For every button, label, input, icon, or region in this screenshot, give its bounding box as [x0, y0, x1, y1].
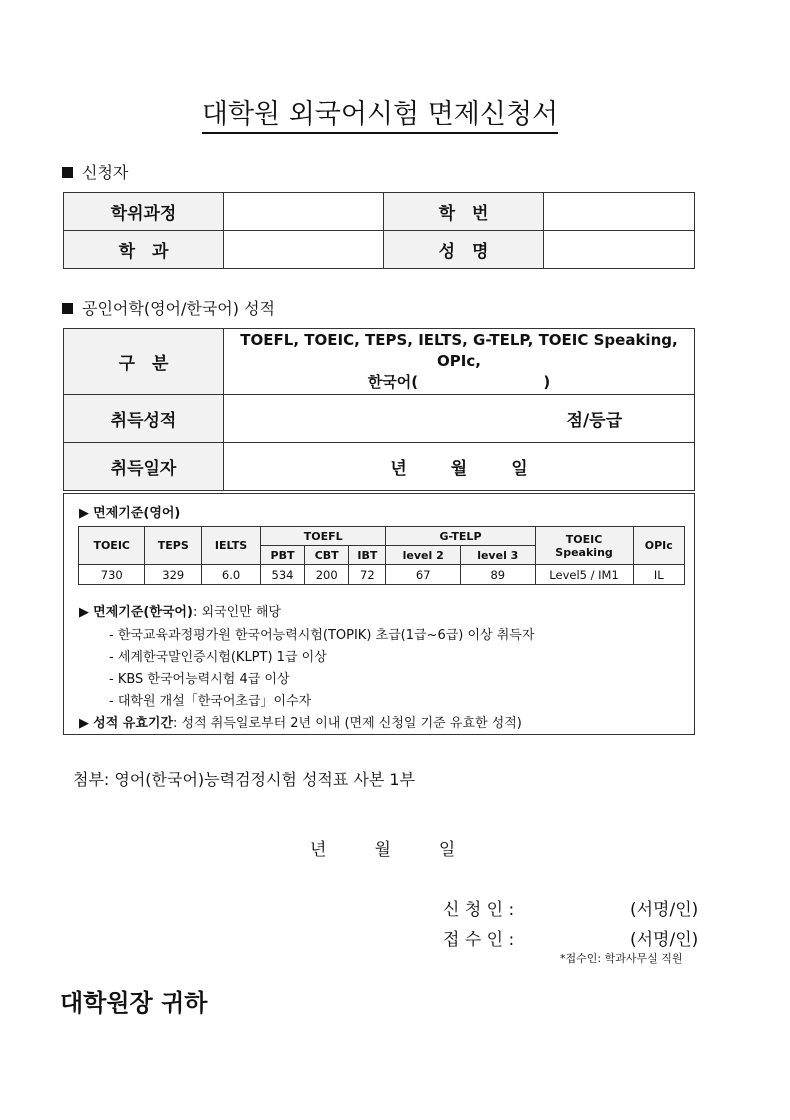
gtelp-header: G-TELP	[386, 527, 535, 546]
applicant-sign-label: 신 청 인 :	[443, 900, 515, 920]
sign-date-month: 월	[374, 840, 391, 860]
validity-line: ▶ 성적 유효기간: 성적 취득일로부터 2년 이내 (면제 신청일 기준 유효한 성적)	[79, 716, 522, 731]
ielts-header: IELTS	[202, 527, 261, 565]
triangle-bullet-icon: ▶	[79, 605, 89, 620]
date-label: 취득일자	[64, 443, 224, 491]
department-label: 학 과	[64, 231, 224, 269]
course-label: 학위과정	[64, 193, 224, 231]
triangle-bullet-icon: ▶	[79, 506, 89, 521]
toeic-value: 730	[79, 565, 145, 585]
pbt-header: PBT	[260, 546, 304, 565]
applicant-section-heading: 신청자	[62, 160, 128, 183]
applicant-sign-field[interactable]: (서명/인)	[630, 900, 699, 920]
student-id-field[interactable]	[544, 193, 695, 231]
korean-criteria-item: - 한국교육과정평가원 한국어능력시험(TOPIK) 초급(1급~6급) 이상 취득자	[109, 628, 535, 643]
department-field[interactable]	[224, 231, 384, 269]
english-criteria-table	[78, 526, 685, 585]
teps-header: TEPS	[145, 527, 202, 565]
korean-criteria-item: - 대학원 개설「한국어초급」이수자	[109, 694, 312, 709]
english-criteria-heading: ▶ 면제기준(영어)	[79, 506, 181, 521]
receiver-sign-field[interactable]: (서명/인)	[630, 930, 699, 950]
receiver-sign-label: 접 수 인 :	[443, 930, 515, 950]
course-field[interactable]	[224, 193, 384, 231]
category-label: 구 분	[64, 329, 224, 395]
level2-value: 67	[386, 565, 461, 585]
addressee: 대학원장 귀하	[60, 989, 208, 1017]
date-year: 년	[390, 459, 407, 479]
cbt-value: 200	[305, 565, 349, 585]
name-field[interactable]	[544, 231, 695, 269]
toefl-header: TOEFL	[260, 527, 385, 546]
applicant-table	[63, 192, 695, 269]
date-day: 일	[511, 459, 528, 479]
sign-date[interactable]	[310, 835, 455, 860]
opic-value: IL	[633, 565, 684, 585]
ibt-header: IBT	[349, 546, 386, 565]
score-section-heading: 공인어학(영어/한국어) 성적	[62, 296, 275, 319]
korean-criteria-heading: ▶ 면제기준(한국어): 외국인만 해당	[79, 605, 281, 620]
korean-criteria-item: - KBS 한국어능력시험 4급 이상	[109, 672, 290, 687]
toeic-header: TOEIC	[79, 527, 145, 565]
level3-value: 89	[460, 565, 535, 585]
score-label: 취득성적	[64, 395, 224, 443]
teps-value: 329	[145, 565, 202, 585]
criteria-box	[63, 493, 695, 735]
level2-header: level 2	[386, 546, 461, 565]
receiver-note: *접수인: 학과사무실 직원	[560, 952, 683, 965]
attachment-note: 첨부: 영어(한국어)능력검정시험 성적표 사본 1부	[73, 770, 416, 789]
cbt-header: CBT	[305, 546, 349, 565]
opic-header: OPIc	[633, 527, 684, 565]
triangle-bullet-icon: ▶	[79, 716, 89, 731]
score-table	[63, 328, 695, 491]
category-korean: 한국어( )	[367, 373, 551, 391]
date-month: 월	[450, 459, 468, 479]
square-bullet-icon	[62, 167, 73, 178]
sign-date-day: 일	[438, 840, 456, 860]
toeic-speaking-header: TOEIC Speaking	[535, 527, 633, 565]
pbt-value: 534	[260, 565, 304, 585]
student-id-label: 학 번	[384, 193, 544, 231]
category-options: TOEFL, TOEIC, TEPS, IELTS, G-TELP, TOEIC Speaking, OPIc,	[240, 331, 678, 370]
page-title: 대학원 외국어시험 면제신청서	[0, 92, 760, 131]
date-field[interactable]	[224, 443, 695, 491]
ielts-value: 6.0	[202, 565, 261, 585]
toeic-speaking-value: Level5 / IM1	[535, 565, 633, 585]
level3-header: level 3	[460, 546, 535, 565]
ibt-value: 72	[349, 565, 386, 585]
sign-date-year: 년	[310, 840, 327, 860]
category-field[interactable]	[224, 329, 695, 395]
score-unit: 점/등급	[566, 411, 622, 431]
score-field[interactable]	[224, 395, 695, 443]
korean-criteria-item: - 세계한국말인증시험(KLPT) 1급 이상	[109, 650, 327, 665]
name-label: 성 명	[384, 231, 544, 269]
square-bullet-icon	[62, 303, 73, 314]
